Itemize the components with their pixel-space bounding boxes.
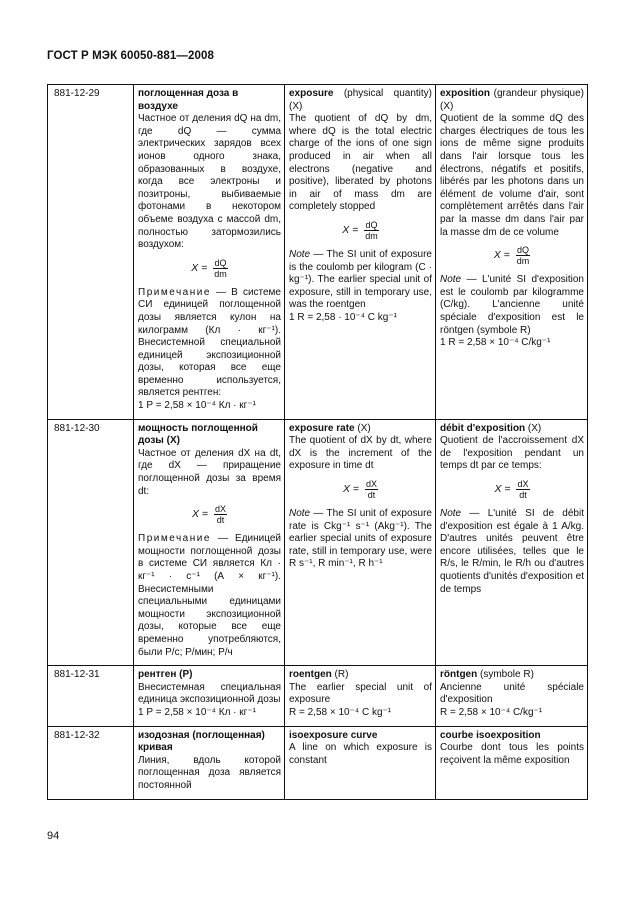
formula-numerator: dX [517, 479, 529, 490]
ru-term: мощность поглощенной дозы (X) [138, 422, 258, 447]
fr-cell [436, 666, 588, 726]
ru-term: поглощенная доза в воздухе [138, 88, 239, 112]
en-cell [285, 726, 436, 799]
fr-qualifier: (X) [525, 422, 542, 434]
ru-definition: Частное от деления dX на dt, где dX — приращение поглощенной дозы за время dt: [138, 447, 281, 497]
note-label: Note [289, 248, 311, 260]
fr-term: exposition [440, 88, 491, 99]
en-qualifier: (R) [331, 669, 349, 681]
note-label: Note [440, 274, 462, 286]
fr-definition: Quotient de la somme dQ des charges électriques de tous les ions de même signe produits dans l'air lorsque tous les électrons, négatifs et positifs, libérés par les photons dans un élément de volume d'air, sont complètement arrêtés dans l'air par la masse dm dans l'air par la masse dm de ce volume [440, 113, 584, 238]
formula [289, 220, 432, 241]
table-row [48, 666, 588, 726]
formula-numerator: dQ [365, 219, 378, 230]
en-term: exposure rate [289, 422, 355, 434]
en-term: isoexposure curve [289, 729, 378, 741]
en-term-line [289, 669, 432, 682]
fr-term-line [440, 730, 584, 743]
en-term: roentgen [289, 669, 332, 681]
note-text: — L'unité SI de débit d'exposition est égale à 1 A/kg. D'autres unités peuvent être encore utilisées, telles que le R/s, le R/min, le R/h ou d'autres quotients d'unités d'exposition et de temps [440, 508, 584, 595]
fr-definition: Courbe dont tous les points reçoivent la même exposition [440, 742, 584, 766]
formula-numerator: dQ [516, 245, 529, 256]
formula-left: X = [192, 508, 209, 521]
en-definition: A line on which exposure is constant [289, 742, 432, 766]
fr-definition: Ancienne unité spéciale d'exposition [440, 681, 584, 706]
formula [138, 258, 281, 279]
en-term-line [289, 88, 432, 113]
en-note [289, 508, 432, 571]
fr-note-tail: 1 R = 2,58 × 10⁻⁴ C/kg⁻¹ [440, 337, 551, 349]
fr-term: débit d'exposition [440, 422, 526, 434]
note-label: Note [289, 508, 311, 520]
en-qualifier: (X) [354, 422, 371, 434]
ru-definition: Внесистемная специальная единица экспозиционной дозы [138, 681, 281, 706]
en-cell [285, 85, 436, 420]
ru-term: рентген (Р) [138, 669, 193, 681]
en-cell [285, 419, 436, 666]
table-row [48, 419, 588, 666]
ru-definition: Линия, вдоль которой поглощенная доза является постоянной [138, 754, 281, 791]
ru-term: изодозная (поглощенная) кривая [138, 729, 265, 754]
formula-numerator: dX [214, 504, 226, 515]
formula [289, 479, 432, 500]
formula [440, 245, 584, 266]
formula-left: X = [494, 483, 511, 496]
ru-cell [134, 419, 285, 666]
fr-extra: R = 2,58 × 10⁻⁴ C/kg⁻¹ [440, 706, 543, 718]
ru-definition: Частное от деления dQ на dm, где dQ — сумма электрических зарядов всех ионов одного знака, образованных в воздухе, когда все электроны и позитроны, выбиваемые фотонами в некотором объеме воздуха с массой dm, полностью затормозились воздухом: [138, 113, 281, 251]
fr-cell [436, 419, 588, 666]
ru-note [138, 533, 281, 659]
fr-term-line [440, 669, 584, 682]
note-label: Note [440, 508, 462, 520]
en-extra: R = 2,58 × 10⁻⁴ C kg⁻¹ [289, 706, 392, 718]
formula-left: X = [342, 224, 359, 237]
term-number: 881-12-31 [48, 666, 134, 726]
fr-cell [436, 726, 588, 799]
formula-left: X = [493, 249, 510, 262]
fr-term-line [440, 423, 584, 436]
en-note-tail: 1 R = 2,58 · 10⁻⁴ C kg⁻¹ [289, 311, 397, 323]
term-number: 881-12-30 [48, 419, 134, 666]
ru-note [138, 287, 281, 400]
ru-cell [134, 666, 285, 726]
fr-qualifier: (grandeur physique) (X) [440, 88, 584, 112]
term-number: 881-12-32 [48, 726, 134, 799]
fr-qualifier: (symbole R) [477, 669, 534, 681]
en-definition: The quotient of dQ by dm, where dQ is the total electric charge of the ions of one sign produced in air when all electrons (negative and positive), liberated by photons in air of mass dm are completely stopped [289, 113, 432, 213]
term-number: 881-12-29 [48, 85, 134, 420]
formula-denominator: dm [365, 230, 378, 241]
en-term-line [289, 730, 432, 743]
formula-denominator: dt [519, 490, 527, 501]
formula-numerator: dX [365, 479, 377, 490]
formula-left: X = [191, 261, 208, 274]
ru-extra: 1 Р = 2,58 × 10⁻⁴ Кл · кг⁻¹ [138, 706, 256, 718]
fr-note [440, 274, 584, 337]
en-definition: The earlier special unit of exposure [289, 681, 432, 706]
fr-definition: Quotient de l'accroissement dX de l'exposition pendant un temps dt par ce temps: [440, 435, 584, 472]
note-text: — Единицей мощности поглощенной дозы в системе СИ является Кл · кг⁻¹ · с⁻¹ (А × кг⁻¹). Внесистемными специальными единицами мощности экспозиционной дозы, которые все еще временно употребляются, были Р/с; Р/мин; Р/ч [138, 533, 281, 658]
formula [138, 504, 281, 525]
ru-note-tail: 1 Р = 2,58 × 10⁻⁴ Кл · кг⁻¹ [138, 400, 256, 412]
en-term: exposure [289, 88, 334, 99]
formula [440, 479, 584, 500]
ru-cell [134, 85, 285, 420]
page-number: 94 [47, 830, 60, 842]
formula-denominator: dm [516, 256, 530, 267]
formula-denominator: dt [367, 490, 376, 501]
ru-cell [134, 726, 285, 799]
fr-note [440, 508, 584, 596]
formula-denominator: dt [216, 515, 225, 526]
note-label: Примечание [138, 533, 211, 545]
fr-term: röntgen [440, 669, 478, 681]
note-text: — The SI unit of exposure is the coulomb per kilogram (C · kg⁻¹). The earlier special unit of exposure, still in temporary use, was the roentgen [289, 248, 432, 311]
en-qualifier: (physical quantity) (X) [289, 88, 432, 112]
note-text: — В системе СИ единицей поглощенной дозы является кулон на килограмм (Кл · кг⁻¹). Внесистемной специальной единицей экспозиционной дозы, которая все еще временно используется, является рентген: [138, 286, 281, 399]
fr-cell [436, 85, 588, 420]
formula-left: X = [343, 483, 360, 496]
fr-term-line [440, 88, 584, 113]
en-note [289, 249, 432, 312]
formula-numerator: dQ [214, 257, 227, 268]
table-row [48, 726, 588, 799]
table-row [48, 85, 588, 420]
en-definition: The quotient of dX by dt, where dX is the increment of the exposure in time dt [289, 435, 432, 472]
note-text: — The SI unit of exposure rate is Ckg⁻¹ s⁻¹ (Akg⁻¹). The earlier special units of exposure rate, still in temporary use, were R s⁻¹, R min⁻¹, R h⁻¹ [289, 508, 432, 570]
fr-term: courbe isoexposition [440, 729, 541, 741]
en-term-line [289, 423, 432, 436]
formula-denominator: dm [214, 268, 227, 279]
note-text: — L'unité SI d'exposition est le coulomb par kilogramme (C/kg). L'ancienne unité spéciale d'exposition est le röntgen (symbole R) [440, 274, 584, 336]
en-cell [285, 666, 436, 726]
terminology-table [47, 84, 588, 800]
note-label: Примечание [138, 286, 211, 298]
document-header: ГОСТ Р МЭК 60050-881—2008 [47, 50, 214, 62]
